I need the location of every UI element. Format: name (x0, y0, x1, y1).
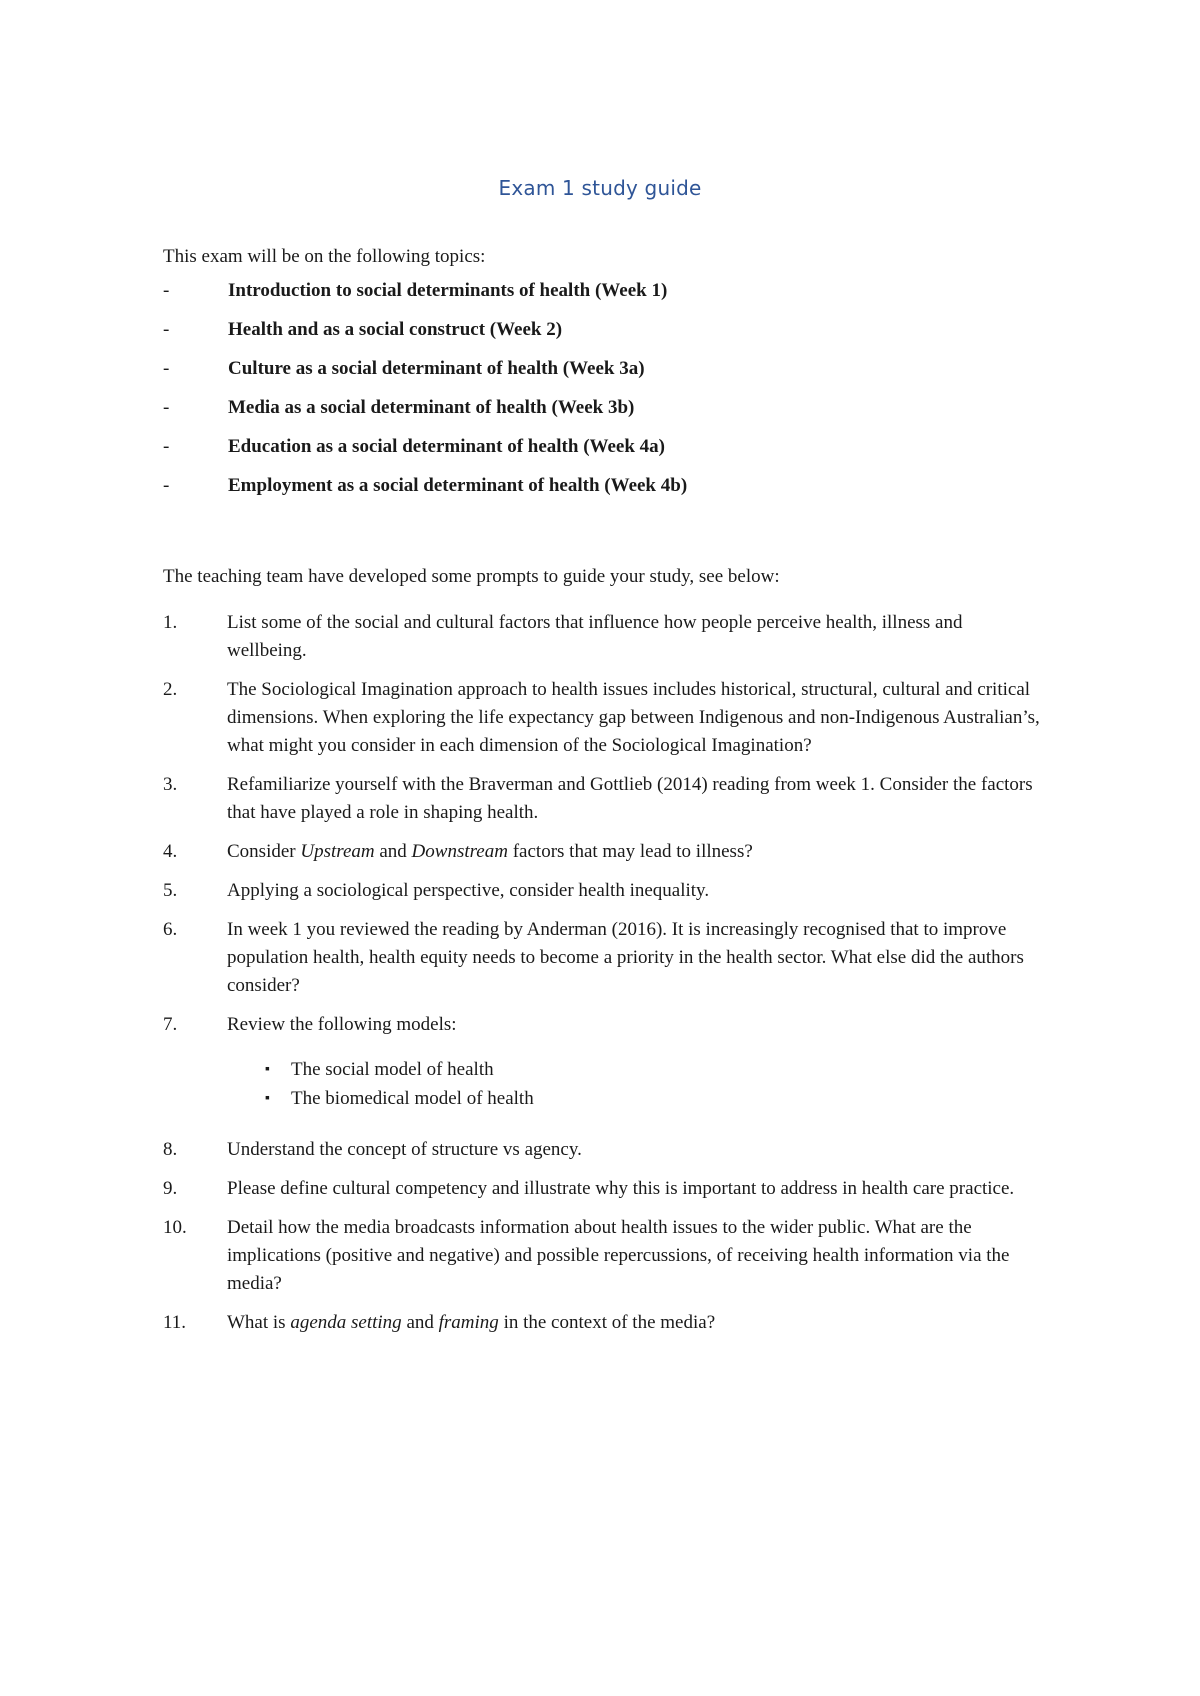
prompt-item (163, 1175, 1043, 1203)
topic-item (163, 358, 687, 397)
topic-text: Employment as a social determinant of health (Week 4b) (228, 475, 688, 496)
topic-item (163, 319, 687, 358)
document-title: Exam 1 study guide (498, 176, 702, 200)
topic-text: Introduction to social determinants of health (Week 1) (228, 280, 668, 301)
bullet-item (265, 1084, 1043, 1113)
prompt-item (163, 1136, 1043, 1164)
emphasis-upstream: Upstream (300, 841, 375, 862)
prompt-body (227, 1011, 1043, 1125)
bullet-text: The biomedical model of health (291, 1088, 534, 1109)
prompt-text: Applying a sociological perspective, consider health inequality. (227, 880, 710, 901)
prompt-item (163, 1309, 1043, 1337)
bullet-text: The social model of health (291, 1059, 494, 1080)
prompt-number: 3. (163, 774, 178, 795)
bullet-item (265, 1055, 1043, 1084)
prompt-text: Review the following models: (227, 1014, 457, 1035)
prompt-item (163, 771, 1043, 827)
topic-dash: - (163, 436, 170, 457)
prompt-text: Understand the concept of structure vs agency. (227, 1139, 582, 1160)
prompt-number: 9. (163, 1178, 178, 1199)
bullet-marker: ▪ (265, 1062, 270, 1077)
emphasis-downstream: Downstream (411, 841, 508, 862)
topic-dash: - (163, 319, 170, 340)
bullet-marker: ▪ (265, 1091, 270, 1106)
prompt-text: Refamiliarize yourself with the Braverman and Gottlieb (2014) reading from week 1. Consider the factors that have played a role in shaping health. (227, 774, 1033, 823)
prompt-item (163, 838, 1043, 866)
prompt-number: 1. (163, 612, 178, 633)
prompt-number: 2. (163, 679, 178, 700)
prompt-text-part: and (374, 841, 412, 862)
prompt-text: Detail how the media broadcasts information about health issues to the wider public. What are the implications (positive and negative) and possible repercussions, of receiving health information via the media? (227, 1217, 1010, 1294)
topic-text: Media as a social determinant of health (Week 3b) (228, 397, 635, 418)
prompt-item (163, 1011, 1043, 1125)
topics-list (163, 280, 687, 514)
topic-dash: - (163, 358, 170, 379)
prompt-item (163, 676, 1043, 760)
topic-text: Education as a social determinant of health (Week 4a) (228, 436, 665, 457)
prompt-text: The Sociological Imagination approach to health issues includes historical, structural, cultural and critical dimensions. When exploring the life expectancy gap between Indigenous and non-Indigenous Australian’s, what might you consider in each dimension of the Sociological Imagination? (227, 679, 1040, 756)
prompt-item (163, 877, 1043, 905)
prompt-text-part: in the context of the media? (498, 1312, 716, 1333)
prompt-number: 7. (163, 1014, 178, 1035)
topic-item (163, 436, 687, 475)
topic-dash: - (163, 475, 170, 496)
prompt-text: In week 1 you reviewed the reading by Anderman (2016). It is increasingly recognised that to improve population health, health equity needs to become a priority in the health sector. What else did the authors consider? (227, 919, 1024, 996)
topic-dash: - (163, 397, 170, 418)
prompt-text: List some of the social and cultural factors that influence how people perceive health, illness and wellbeing. (227, 612, 963, 661)
emphasis-agenda-setting: agenda setting (290, 1312, 402, 1333)
prompt-item (163, 916, 1043, 1000)
topic-item (163, 475, 687, 514)
topic-dash: - (163, 280, 170, 301)
prompt-number: 11. (163, 1312, 187, 1333)
prompt-text: Please define cultural competency and illustrate why this is important to address in health care practice. (227, 1178, 1015, 1199)
prompt-item (163, 609, 1043, 665)
prompt-item (163, 1214, 1043, 1298)
topic-item (163, 280, 687, 319)
topic-text: Health and as a social construct (Week 2) (228, 319, 563, 340)
prompt-text-part: factors that may lead to illness? (507, 841, 753, 862)
prompt-text (227, 838, 1043, 866)
prompt-text (227, 1309, 1043, 1337)
prompt-number: 4. (163, 841, 178, 862)
prompt-text-part: What is (227, 1312, 291, 1333)
topics-intro: This exam will be on the following topics: (163, 246, 486, 267)
topic-item (163, 397, 687, 436)
models-bullet-list (265, 1055, 1043, 1113)
prompt-number: 5. (163, 880, 178, 901)
emphasis-framing: framing (438, 1312, 499, 1333)
topic-text: Culture as a social determinant of health (Week 3a) (228, 358, 645, 379)
prompt-text-part: and (401, 1312, 439, 1333)
prompts-intro: The teaching team have developed some prompts to guide your study, see below: (163, 566, 780, 587)
prompt-number: 6. (163, 919, 178, 940)
prompt-number: 10. (163, 1217, 187, 1238)
prompts-list (163, 609, 1043, 1348)
prompt-text-part: Consider (227, 841, 301, 862)
prompt-number: 8. (163, 1139, 178, 1160)
